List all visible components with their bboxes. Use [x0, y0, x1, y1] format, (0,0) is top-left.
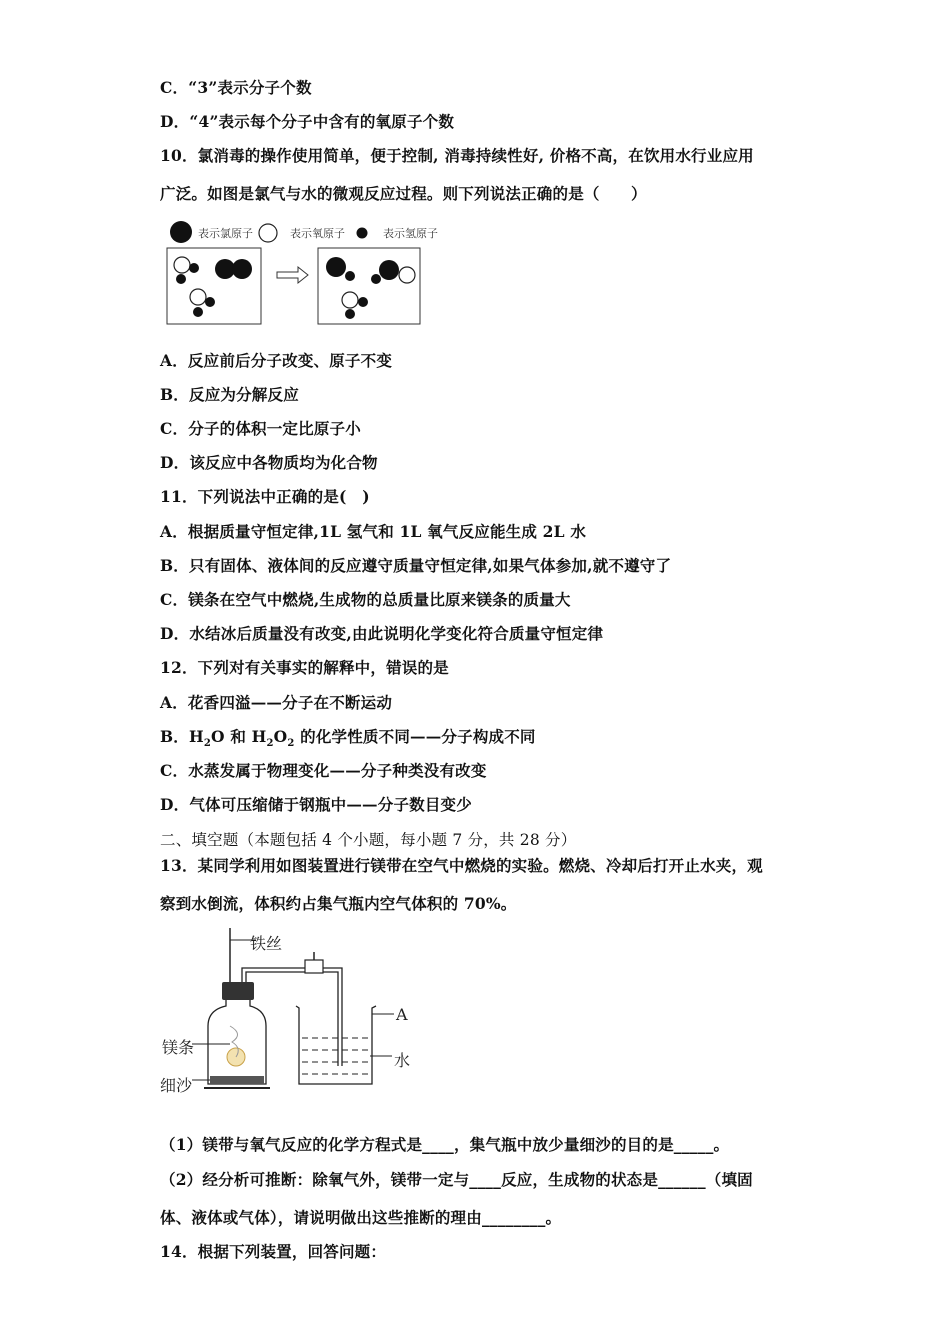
q12-b-prefix: B．H [160, 727, 204, 746]
hcl-chlorine [326, 257, 346, 277]
fine-sand [210, 1076, 264, 1084]
glass-tube-right [323, 968, 342, 1066]
legend-oxygen-label: 表示氧原子 [290, 227, 345, 240]
remaining-water-hydrogen-b [345, 309, 355, 319]
q13-part1: （1）镁带与氧气反应的化学方程式是____，集气瓶中放少量细沙的目的是_____。 [160, 1135, 730, 1154]
q13-part2-line1: （2）经分析可推断：除氧气外，镁带一定与____反应，生成物的状态是______（填固 [160, 1170, 753, 1189]
q10-option-c: C．分子的体积一定比原子小 [160, 419, 361, 438]
label-water: 水 [394, 1051, 411, 1070]
q12-b-sub3: 2 [287, 738, 295, 750]
remaining-water-hydrogen-a [358, 297, 368, 307]
chlorine-atom-2 [232, 259, 252, 279]
legend-chlorine-label: 表示氯原子 [198, 227, 253, 240]
gas-jar [208, 1000, 266, 1084]
q11-option-b: B．只有固体、液体间的反应遵守质量守恒定律,如果气体参加,就不遵守了 [160, 556, 672, 575]
water-molecule-hydrogen-1a [189, 263, 199, 273]
remaining-water-oxygen [342, 292, 358, 308]
water-surface [302, 1038, 370, 1074]
q14-stem: 14．根据下列装置，回答问题： [160, 1242, 387, 1261]
reaction-arrow-icon [277, 267, 308, 283]
water-molecule-hydrogen-2b [193, 307, 203, 317]
q11-stem: 11．下列说法中正确的是( ) [160, 487, 370, 506]
water-molecule-hydrogen-2a [205, 297, 215, 307]
q10-option-d: D．该反应中各物质均为化合物 [160, 453, 378, 472]
q12-b-sub1: 2 [203, 738, 212, 750]
q13-stem-line2: 察到水倒流，体积约占集气瓶内空气体积的 70%。 [160, 894, 517, 913]
q12-option-d: D．气体可压缩储于钢瓶中——分子数目变少 [160, 795, 472, 814]
reaction-diagram [160, 245, 430, 330]
water-molecule-hydrogen-1b [176, 274, 186, 284]
glass-tube-left-inner [246, 972, 310, 984]
q10-option-b: B．反应为分解反应 [160, 385, 299, 404]
q11-option-a: A．根据质量守恒定律,1L 氢气和 1L 氧气反应能生成 2L 水 [160, 522, 587, 541]
oxygen-atom-icon [259, 224, 277, 242]
hydrogen-atom-icon [357, 228, 368, 239]
glass-tube-right-inner [323, 972, 338, 1066]
label-magnesium: 镁条 [162, 1038, 195, 1057]
water-molecule-oxygen-1 [174, 257, 190, 273]
q12-option-c: C．水蒸发属于物理变化——分子种类没有改变 [160, 761, 487, 780]
label-sand: 细沙 [160, 1076, 193, 1095]
q12-b-suffix: 的化学性质不同——分子构成不同 [294, 727, 536, 746]
label-iron-wire: 铁丝 [250, 934, 283, 953]
q12-b-mid2: O [273, 727, 288, 746]
q11-option-c: C．镁条在空气中燃烧,生成物的总质量比原来镁条的质量大 [160, 590, 571, 609]
label-a: A [396, 1005, 408, 1024]
section-heading: 二、填空题（本题包括 4 个小题，每小题 7 分，共 28 分） [160, 831, 577, 849]
rubber-stopper [222, 982, 254, 1000]
q11-option-d: D．水结冰后质量没有改变,由此说明化学变化符合质量守恒定律 [160, 624, 604, 643]
stop-clamp [305, 960, 323, 973]
legend-hydrogen-label: 表示氢原子 [383, 227, 438, 240]
q9-option-d: D．“4”表示每个分子中含有的氧原子个数 [160, 112, 455, 131]
q12-option-b [160, 725, 536, 749]
q13-stem-line1: 13．某同学利用如图装置进行镁带在空气中燃烧的实验。燃烧、冷却后打开止水夹，观 [160, 856, 763, 875]
water-molecule-oxygen-2 [190, 289, 206, 305]
q10-option-a: A．反应前后分子改变、原子不变 [160, 351, 393, 370]
chlorine-atom-icon [170, 221, 192, 243]
q10-stem-line1: 10．氯消毒的操作使用简单，便于控制, 消毒持续性好, 价格不高，在饮用水行业应用 [160, 146, 754, 165]
hcl-hydrogen [345, 271, 355, 281]
hclo-oxygen [399, 267, 415, 283]
q9-option-c: C．“3”表示分子个数 [160, 78, 312, 97]
q12-option-a: A．花香四溢——分子在不断运动 [160, 693, 393, 712]
apparatus-diagram [158, 926, 428, 1096]
hclo-chlorine [379, 260, 399, 280]
q12-b-mid1: O 和 H [211, 727, 267, 746]
hclo-hydrogen [371, 274, 381, 284]
q12-stem: 12．下列对有关事实的解释中，错误的是 [160, 658, 449, 677]
q13-part2-line2: 体、液体或气体），请说明做出这些推断的理由________。 [160, 1208, 562, 1227]
q12-b-sub2: 2 [266, 738, 274, 750]
beaker [296, 1006, 376, 1084]
q10-stem-line2: 广泛。如图是氯气与水的微观反应过程。则下列说法正确的是（ ） [160, 184, 647, 203]
